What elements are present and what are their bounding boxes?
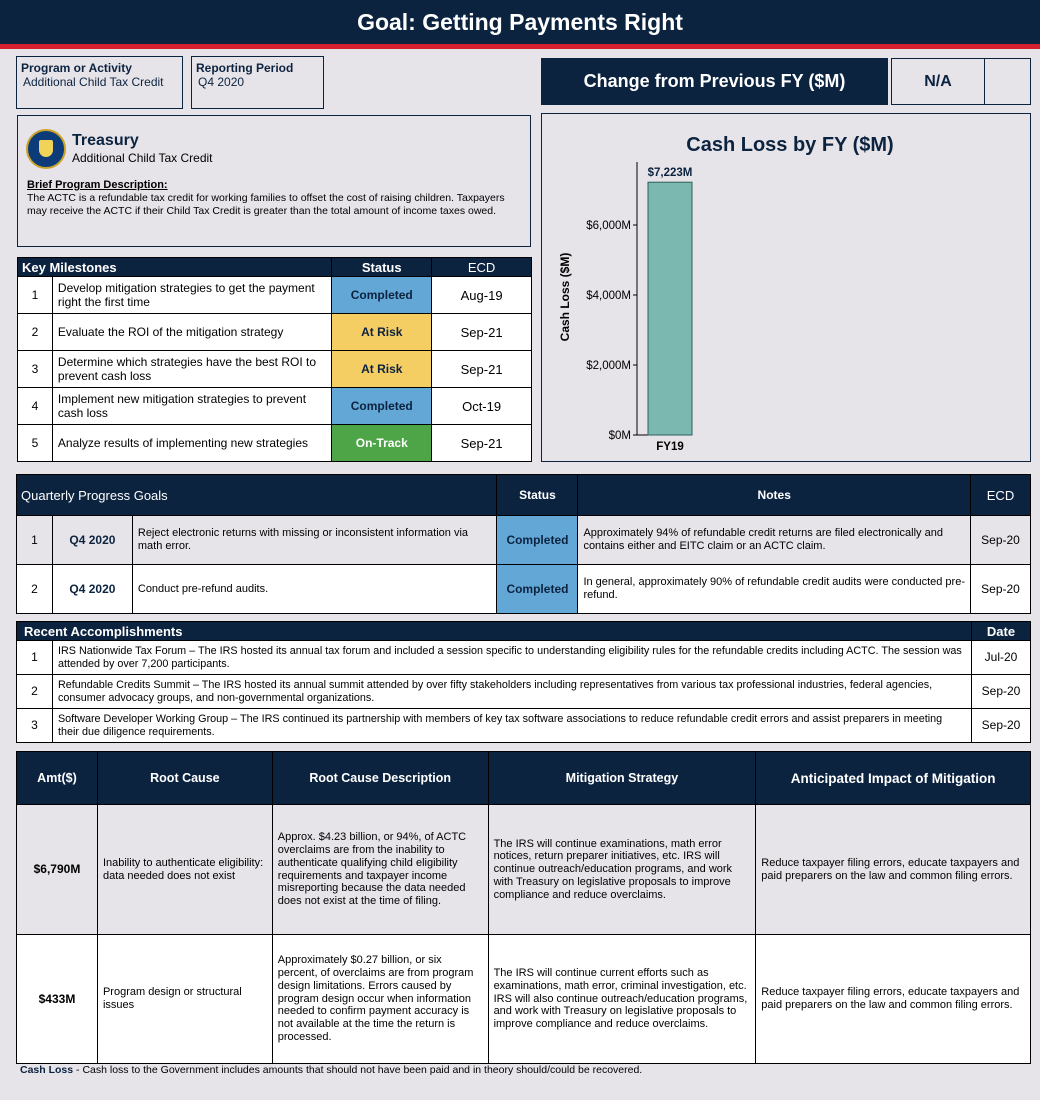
- ecd-value: Sep-20: [971, 565, 1031, 614]
- x-tick-label: FY19: [656, 441, 684, 453]
- data-label: $7,223M: [647, 167, 693, 180]
- root-cause-text: Program design or structural issues: [97, 935, 272, 1064]
- program-label: Program or Activity: [21, 61, 132, 75]
- accomplishment-text: Software Developer Working Group – The IRS continued its partnership with members of key tax software associations to reduce refundable credit errors and assist preparers in meeting their due diligence requirements.: [52, 709, 971, 743]
- goal-text: Reject electronic returns with missing or inconsistent information via math error.: [132, 516, 497, 565]
- accomplishments-date-header: Date: [972, 622, 1031, 641]
- row-number: 1: [17, 641, 53, 675]
- title-divider: [0, 44, 1040, 49]
- status-badge: At Risk: [332, 351, 432, 388]
- program-description-box: [17, 115, 531, 247]
- table-row: [17, 709, 1031, 743]
- agency-name: Treasury: [72, 132, 139, 149]
- program-value: Additional Child Tax Credit: [23, 75, 164, 89]
- status-badge: Completed: [332, 388, 432, 425]
- y-tick-label: $0M: [608, 430, 631, 442]
- quarterly-progress-table: [16, 474, 1031, 614]
- date-value: Jul-20: [972, 641, 1031, 675]
- row-number: 2: [17, 565, 53, 614]
- description-text: The ACTC is a refundable tax credit for working families to offset the cost of raising children. Taxpayers may receive the ACTC if their Child Tax Credit is greater than the total amount of income taxes owed.: [27, 192, 505, 217]
- cash-loss-chart: [541, 113, 1031, 462]
- accomplishments-table: [16, 621, 1031, 743]
- description-title: Brief Program Description:: [27, 179, 168, 191]
- row-number: 3: [18, 351, 53, 388]
- mitigation-text: The IRS will continue examinations, math error notices, return preparer initiatives, etc. IRS will continue outreach/education programs, and work with Treasury on legislative proposals to improve compliance and reduce overclaims.: [488, 805, 756, 935]
- chart-svg: [542, 114, 1030, 461]
- status-badge: Completed: [332, 277, 432, 314]
- page-title: Goal: Getting Payments Right: [0, 0, 1040, 44]
- quarterly-ecd-header: ECD: [971, 475, 1031, 516]
- quarter-cell: Q4 2020: [52, 565, 132, 614]
- agency-program: Additional Child Tax Credit: [72, 151, 213, 165]
- root-cause-description-header: Root Cause Description: [272, 752, 488, 805]
- y-tick-label: $4,000M: [586, 290, 631, 302]
- y-tick-label: $2,000M: [586, 360, 631, 372]
- accomplishment-text: IRS Nationwide Tax Forum – The IRS hosted its annual tax forum and included a session specific to understanding eligibility rules for the refundable credits including ACTC. The session was attended by over 7,200 participants.: [52, 641, 971, 675]
- ecd-value: Oct-19: [432, 388, 532, 425]
- milestones-table: [17, 257, 532, 462]
- root-cause-text: Inability to authenticate eligibility: data needed does not exist: [97, 805, 272, 935]
- y-axis-label: Cash Loss ($M): [558, 252, 572, 342]
- status-badge: Completed: [497, 516, 578, 565]
- table-row: [18, 351, 532, 388]
- row-number: 3: [17, 709, 53, 743]
- period-box: [191, 56, 324, 109]
- root-cause-header: Root Cause: [97, 752, 272, 805]
- amount-value: $433M: [17, 935, 98, 1064]
- amount-header: Amt($): [17, 752, 98, 805]
- milestone-text: Determine which strategies have the best ROI to prevent cash loss: [52, 351, 331, 388]
- mitigation-header: Mitigation Strategy: [488, 752, 756, 805]
- milestone-text: Implement new mitigation strategies to prevent cash loss: [52, 388, 331, 425]
- quarterly-header: Quarterly Progress Goals: [17, 475, 497, 516]
- milestones-ecd-header: ECD: [432, 258, 532, 277]
- row-number: 2: [17, 675, 53, 709]
- change-value: N/A: [891, 58, 985, 105]
- row-number: 1: [18, 277, 53, 314]
- milestone-text: Evaluate the ROI of the mitigation strategy: [52, 314, 331, 351]
- milestones-status-header: Status: [332, 258, 432, 277]
- notes-text: Approximately 94% of refundable credit returns are filed electronically and contains either and EITC claim or an ACTC claim.: [578, 516, 971, 565]
- milestone-text: Analyze results of implementing new strategies: [52, 425, 331, 462]
- amount-value: $6,790M: [17, 805, 98, 935]
- table-row: [18, 425, 532, 462]
- date-value: Sep-20: [972, 675, 1031, 709]
- change-label: Change from Previous FY ($M): [541, 58, 888, 105]
- table-row: [17, 565, 1031, 614]
- ecd-value: Sep-21: [432, 351, 532, 388]
- footnote: [20, 1064, 642, 1076]
- treasury-seal-icon: [26, 129, 66, 169]
- row-number: 4: [18, 388, 53, 425]
- table-row: [17, 516, 1031, 565]
- impact-text: Reduce taxpayer filing errors, educate taxpayers and paid preparers on the law and common filing errors.: [756, 935, 1031, 1064]
- milestone-text: Develop mitigation strategies to get the payment right the first time: [52, 277, 331, 314]
- row-number: 2: [18, 314, 53, 351]
- table-row: [17, 641, 1031, 675]
- ecd-value: Aug-19: [432, 277, 532, 314]
- impact-text: Reduce taxpayer filing errors, educate taxpayers and paid preparers on the law and common filing errors.: [756, 805, 1031, 935]
- table-row: [18, 314, 532, 351]
- bar-fy19: [648, 182, 692, 435]
- footnote-term: Cash Loss: [20, 1064, 74, 1076]
- ecd-value: Sep-20: [971, 516, 1031, 565]
- period-value: Q4 2020: [198, 75, 245, 89]
- table-row: [17, 805, 1031, 935]
- milestones-header: Key Milestones: [18, 258, 332, 277]
- row-number: 5: [18, 425, 53, 462]
- date-value: Sep-20: [972, 709, 1031, 743]
- notes-text: In general, approximately 90% of refundable credit audits were conducted pre-refund.: [578, 565, 971, 614]
- table-row: [17, 675, 1031, 709]
- row-number: 1: [17, 516, 53, 565]
- accomplishment-text: Refundable Credits Summit – The IRS hosted its annual summit attended by over fifty stakeholders including representatives from various tax professional industries, federal agencies, consumer advocacy groups, and non-governmental organizations.: [52, 675, 971, 709]
- ecd-value: Sep-21: [432, 425, 532, 462]
- goal-text: Conduct pre-refund audits.: [132, 565, 497, 614]
- footnote-text: - Cash loss to the Government includes amounts that should not have been paid and in theory should/could be recovered.: [73, 1064, 643, 1076]
- status-badge: At Risk: [332, 314, 432, 351]
- period-label: Reporting Period: [196, 61, 294, 75]
- mitigation-text: The IRS will continue current efforts such as examinations, math error, criminal investigation, etc. IRS will also continue outreach/education programs, and work with Treasury on legislative proposals to improve compliance and reduce overclaims.: [488, 935, 756, 1064]
- quarterly-status-header: Status: [497, 475, 578, 516]
- quarterly-notes-header: Notes: [578, 475, 971, 516]
- root-cause-description-text: Approximately $0.27 billion, or six percent, of overclaims are from program design limitations. Errors caused by program design occur when information needed to confirm payment accuracy is not available at the time the return is processed.: [272, 935, 488, 1064]
- status-badge: On-Track: [332, 425, 432, 462]
- program-box: [16, 56, 183, 109]
- root-cause-table: [16, 751, 1031, 1064]
- quarter-cell: Q4 2020: [52, 516, 132, 565]
- impact-header: Anticipated Impact of Mitigation: [756, 752, 1031, 805]
- y-tick-label: $6,000M: [586, 220, 631, 232]
- table-row: [17, 935, 1031, 1064]
- accomplishments-header: Recent Accomplishments: [17, 622, 972, 641]
- table-row: [18, 277, 532, 314]
- ecd-value: Sep-21: [432, 314, 532, 351]
- chart-title: Cash Loss by FY ($M): [686, 134, 894, 156]
- table-row: [18, 388, 532, 425]
- root-cause-description-text: Approx. $4.23 billion, or 94%, of ACTC overclaims are from the inability to authenticate qualifying child eligibility requirements and taxpayer income misreporting because the data needed does not exist at the time of filing.: [272, 805, 488, 935]
- status-badge: Completed: [497, 565, 578, 614]
- change-blank-cell: [984, 58, 1031, 105]
